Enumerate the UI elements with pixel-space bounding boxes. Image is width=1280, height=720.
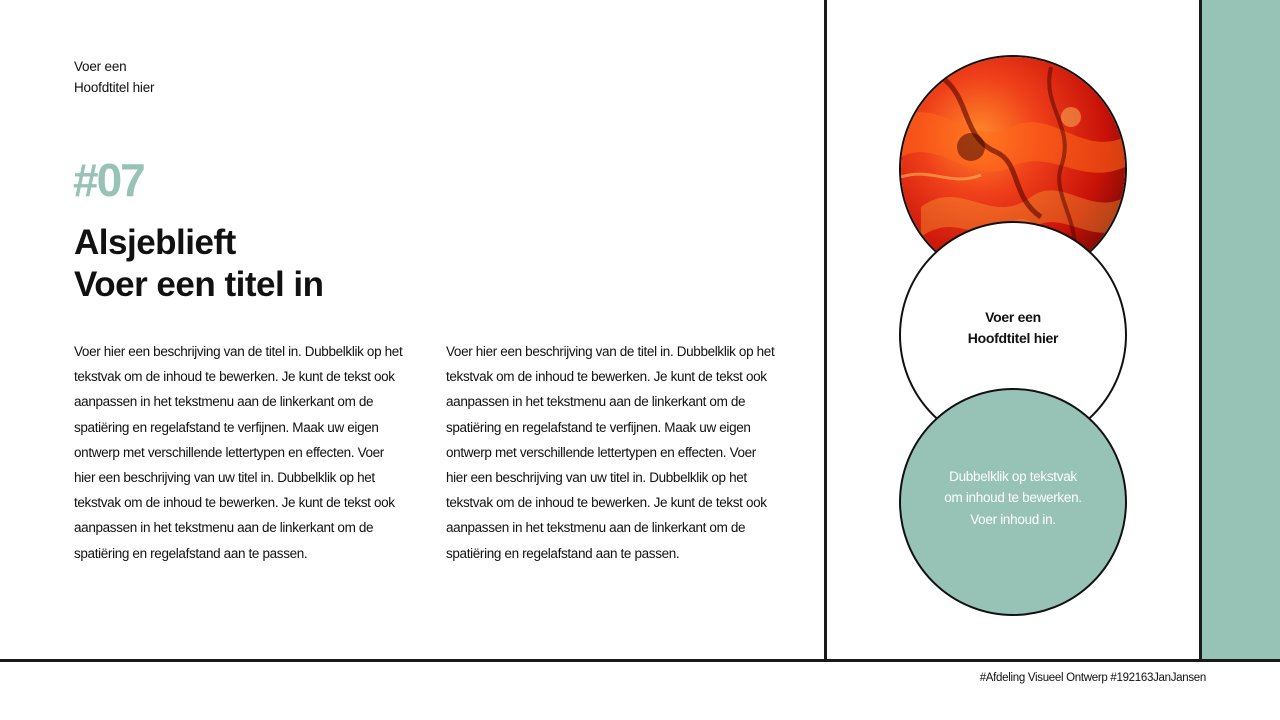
header-label-line2: Hoofdtitel hier [74,80,155,95]
accent-bar [1202,0,1280,659]
horizontal-divider [0,659,1280,662]
header-label-line1: Voer een [74,59,127,74]
page-title-line1: Alsjeblieft [74,223,236,262]
page-title [74,222,324,306]
title-circle-line1: Voer een [985,309,1041,325]
section-number: #07 [73,154,144,206]
title-circle-label [968,307,1058,349]
page-title-line2: Voer een titel in [74,265,324,304]
body-text-column-2: Voer hier een beschrijving van de titel in. Dubbelklik op het tekstvak om de inhoud te bewerken. Je kunt de tekst ook aanpassen in het tekstmenu aan de linkerkant om de spatiëring en regelafstand te verfijnen. Maak uw eigen ontwerp met verschillende lettertypen en effecten. Voer hier een beschrijving van uw titel in. Dubbelklik op het tekstvak om de inhoud te bewerken. Je kunt de tekst ook aanpassen in het tekstmenu aan de linkerkant om de spatiëring en regelafstand aan te passen. [446,344,775,561]
text-circle [899,388,1127,616]
header-label [74,56,154,98]
footer-text: #Afdeling Visueel Ontwerp #192163JanJansen [979,672,1206,684]
vertical-divider-left [824,0,827,661]
body-text-column-1: Voer hier een beschrijving van de titel in. Dubbelklik op het tekstvak om de inhoud te bewerken. Je kunt de tekst ook aanpassen in het tekstmenu aan de linkerkant om de spatiëring en regelafstand te verfijnen. Maak uw eigen ontwerp met verschillende lettertypen en effecten. Voer hier een beschrijving van uw titel in. Dubbelklik op het tekstvak om de inhoud te bewerken. Je kunt de tekst ook aanpassen in het tekstmenu aan de linkerkant om de spatiëring en regelafstand aan te passen. [74,344,403,561]
title-circle-line2: Hoofdtitel hier [967,330,1059,346]
text-circle-label: Dubbelklik op tekstvak om inhoud te bewerken. Voer inhoud in. [944,468,1082,527]
